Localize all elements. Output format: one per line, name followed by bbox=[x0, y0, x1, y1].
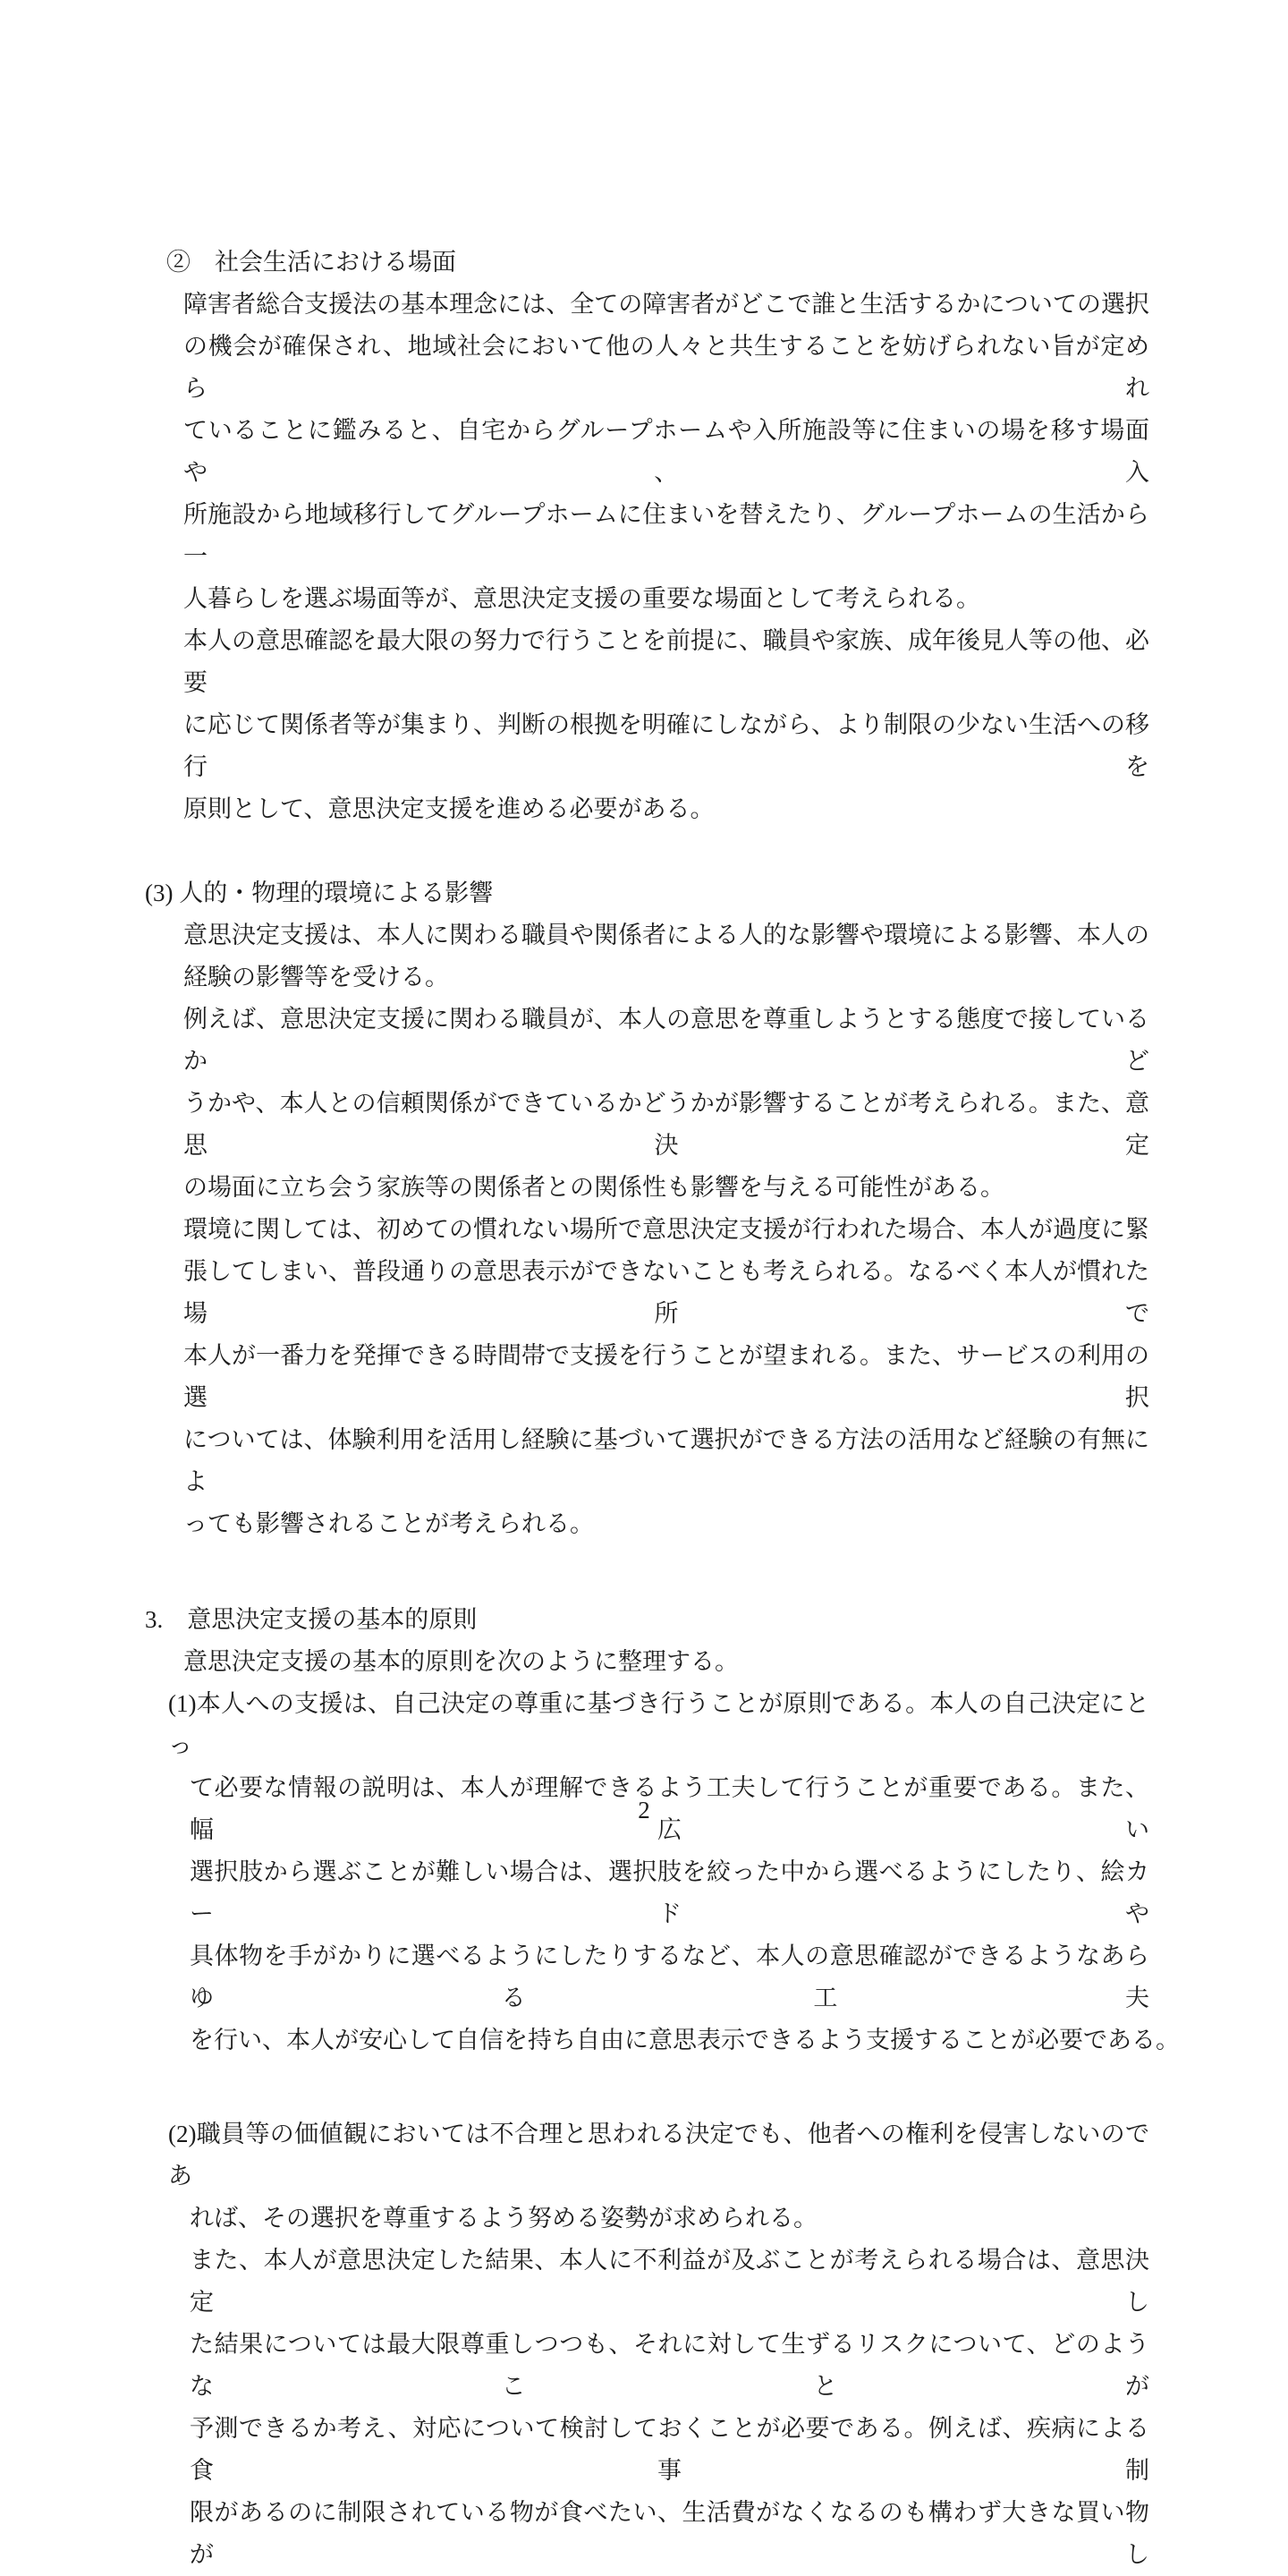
text-line: 所施設から地域移行してグループホームに住まいを替えたり、グループホームの生活から一 bbox=[183, 501, 1149, 570]
text-line: の機会が確保され、地域社会において他の人々と共生することを妨げられない旨が定められ bbox=[183, 333, 1149, 402]
text-line: に応じて関係者等が集まり、判断の根拠を明確にしながら、より制限の少ない生活への移行を bbox=[183, 711, 1149, 780]
text-line: 選択肢から選ぶことが難しい場合は、選択肢を絞った中から選べるようにしたり、絵カードや bbox=[190, 1858, 1149, 1927]
list-item-2-line: (2)職員等の価値観においては不合理と思われる決定でも、他者への権利を侵害しないのであ bbox=[168, 2121, 1149, 2189]
text-line: 障害者総合支援法の基本理念には、全ての障害者がどこで誰と生活するかについての選択 bbox=[183, 291, 1149, 318]
text-line: 張してしまい、普段通りの意思表示ができないことも考えられる。なるべく本人が慣れた場所で bbox=[183, 1258, 1149, 1327]
text-line: 環境に関しては、初めての慣れない場所で意思決定支援が行われた場合、本人が過度に緊 bbox=[183, 1216, 1149, 1243]
text-line: 本人の意思確認を最大限の努力で行うことを前提に、職員や家族、成年後見人等の他、必要 bbox=[183, 627, 1149, 696]
text-line: 例えば、意思決定支援に関わる職員が、本人の意思を尊重しようとする態度で接しているかど bbox=[183, 1006, 1149, 1075]
text-line: ていることに鑑みると、自宅からグループホームや入所施設等に住まいの場を移す場面や、入 bbox=[183, 417, 1149, 486]
section-heading-principles: 3. 意思決定支援の基本的原則 bbox=[145, 1606, 478, 1633]
text-line: 予測できるか考え、対応について検討しておくことが必要である。例えば、疾病による食事制 bbox=[190, 2415, 1149, 2484]
section-intro-line: 意思決定支援の基本的原則を次のように整理する。 bbox=[183, 1648, 739, 1675]
text-line: て必要な情報の説明は、本人が理解できるよう工夫して行うことが重要である。また、幅広い bbox=[190, 1774, 1149, 1843]
list-item-1-line: (1)本人への支援は、自己決定の尊重に基づき行うことが原則である。本人の自己決定にとっ bbox=[168, 1690, 1149, 1759]
text-line: 原則として、意思決定支援を進める必要がある。 bbox=[183, 795, 715, 822]
text-line: 具体物を手がかりに選べるようにしたりするなど、本人の意思確認ができるようなあらゆる工夫 bbox=[190, 1943, 1149, 2011]
text-line: を行い、本人が安心して自信を持ち自由に意思表示できるよう支援することが必要である。 bbox=[190, 2027, 1180, 2053]
text-line: れば、その選択を尊重するよう努める姿勢が求められる。 bbox=[190, 2205, 818, 2232]
subsection-heading-social-life: ② 社会生活における場面 bbox=[166, 249, 456, 276]
text-line: っても影響されることが考えられる。 bbox=[183, 1510, 594, 1537]
text-line: 人暮らしを選ぶ場面等が、意思決定支援の重要な場面として考えられる。 bbox=[183, 585, 980, 612]
text-line: の場面に立ち会う家族等の関係者との関係性も影響を与える可能性がある。 bbox=[183, 1174, 1004, 1201]
text-line: うかや、本人との信頼関係ができているかどうかが影響することが考えられる。また、意思決定 bbox=[183, 1090, 1149, 1159]
text-line: については、体験利用を活用し経験に基づいて選択ができる方法の活用など経験の有無によ bbox=[183, 1426, 1149, 1495]
text-line: 経験の影響等を受ける。 bbox=[183, 964, 449, 990]
text-line: た結果については最大限尊重しつつも、それに対して生ずるリスクについて、どのようなことが bbox=[190, 2331, 1149, 2400]
text-line: 本人が一番力を発揮できる時間帯で支援を行うことが望まれる。また、サービスの利用の選択 bbox=[183, 1342, 1149, 1411]
text-line: また、本人が意思決定した結果、本人に不利益が及ぶことが考えられる場合は、意思決定し bbox=[190, 2247, 1149, 2316]
section-heading-environment: (3) 人的・物理的環境による影響 bbox=[145, 880, 494, 906]
text-line: 限があるのに制限されている物が食べたい、生活費がなくなるのも構わず大きな買い物がし bbox=[190, 2499, 1149, 2568]
document-body bbox=[145, 242, 1180, 2576]
page-number: 2 bbox=[638, 1797, 650, 1824]
text-line: 意思決定支援は、本人に関わる職員や関係者による人的な影響や環境による影響、本人の bbox=[183, 922, 1149, 948]
